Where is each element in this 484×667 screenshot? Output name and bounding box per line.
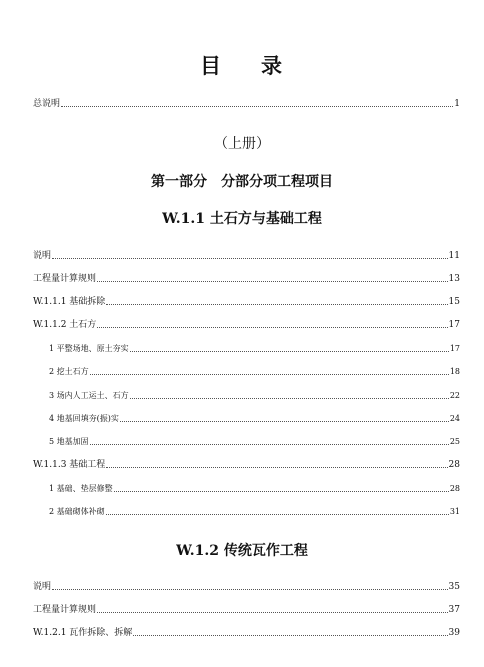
toc-entry-page: 11	[448, 251, 460, 261]
toc-entry-page: 17	[449, 344, 460, 353]
toc-entry-page: 17	[448, 320, 460, 330]
toc-entry-label: 2 挖土石方	[49, 367, 89, 376]
toc-subentry[interactable]	[33, 341, 460, 355]
toc-entry-label: 3 场内人工运土、石方	[49, 391, 129, 400]
toc-entry-label: 工程量计算规则	[33, 605, 97, 615]
toc-subentry[interactable]	[33, 411, 460, 425]
volume-heading: （上册）	[214, 136, 270, 152]
toc-entry[interactable]	[33, 294, 460, 308]
toc-entry-page: 37	[448, 605, 460, 615]
toc-entry-label: 4 地基回填夯(振)实	[49, 414, 119, 423]
leader-dots	[106, 304, 447, 305]
leader-dots	[130, 351, 449, 352]
toc-entry-page: 35	[448, 582, 460, 592]
toc-entry-page: 18	[449, 367, 460, 376]
leader-dots	[90, 374, 449, 375]
page-title	[0, 50, 484, 80]
toc-entry-label: 5 地基加固	[49, 437, 89, 446]
toc-subentry[interactable]	[33, 388, 460, 402]
toc-entry[interactable]	[33, 248, 460, 262]
toc-entry-page: 28	[449, 484, 460, 493]
toc-entry[interactable]	[33, 625, 460, 639]
leader-dots	[130, 398, 449, 399]
toc-entry-label: W.1.1.3 基础工程	[33, 460, 106, 470]
toc-entry-page: 15	[448, 297, 460, 307]
toc-entry[interactable]	[33, 579, 460, 593]
title-char-1: 目	[200, 53, 223, 78]
toc-entry-page: 28	[448, 460, 460, 470]
leader-dots	[97, 281, 448, 282]
toc-entry[interactable]	[33, 317, 460, 331]
leader-dots	[120, 421, 449, 422]
leader-dots	[90, 444, 449, 445]
toc-entry-label: 说明	[33, 251, 52, 261]
toc-entry-general[interactable]	[33, 96, 460, 110]
toc-entry-label: 2 基础砌体补砌	[49, 507, 105, 516]
toc-entry-page: 25	[449, 437, 460, 446]
toc-entry-label: 1 基础、垫层修整	[49, 484, 113, 493]
toc-entry[interactable]	[33, 271, 460, 285]
toc-subentry[interactable]	[33, 364, 460, 378]
leader-dots	[97, 612, 448, 613]
toc-entry[interactable]	[33, 602, 460, 616]
toc-subentry[interactable]	[33, 504, 460, 518]
toc-entry[interactable]	[33, 457, 460, 471]
toc-entry-page: 1	[454, 99, 460, 109]
toc-entry-label: W.1.2.1 瓦作拆除、拆解	[33, 628, 133, 638]
leader-dots	[106, 514, 449, 515]
toc-entry-page: 22	[449, 391, 460, 400]
toc-entry-label: 总说明	[33, 99, 61, 109]
toc-entry-page: 13	[448, 274, 460, 284]
leader-dots	[61, 106, 453, 107]
toc-entry-page: 31	[449, 507, 460, 516]
part-heading: 第一部分 分部分项工程项目	[151, 174, 333, 190]
leader-dots	[52, 589, 448, 590]
toc-entry-page: 39	[448, 628, 460, 638]
leader-dots	[114, 491, 449, 492]
title-char-2: 录	[261, 53, 284, 78]
toc-subentry[interactable]	[33, 434, 460, 448]
toc-entry-label: W.1.1.1 基础拆除	[33, 297, 106, 307]
leader-dots	[52, 258, 448, 259]
toc-entry-label: 1 平整场地、原土夯实	[49, 344, 129, 353]
leader-dots	[106, 467, 447, 468]
section-heading-w112: W.1.2 传统瓦作工程	[176, 543, 308, 559]
section-heading-w111: W.1.1 土石方与基础工程	[162, 211, 322, 227]
toc-entry-page: 24	[449, 414, 460, 423]
toc-entry-label: W.1.1.2 土石方	[33, 320, 97, 330]
toc-subentry[interactable]	[33, 481, 460, 495]
leader-dots	[133, 635, 447, 636]
toc-entry-label: 说明	[33, 582, 52, 592]
leader-dots	[97, 327, 447, 328]
toc-entry-label: 工程量计算规则	[33, 274, 97, 284]
